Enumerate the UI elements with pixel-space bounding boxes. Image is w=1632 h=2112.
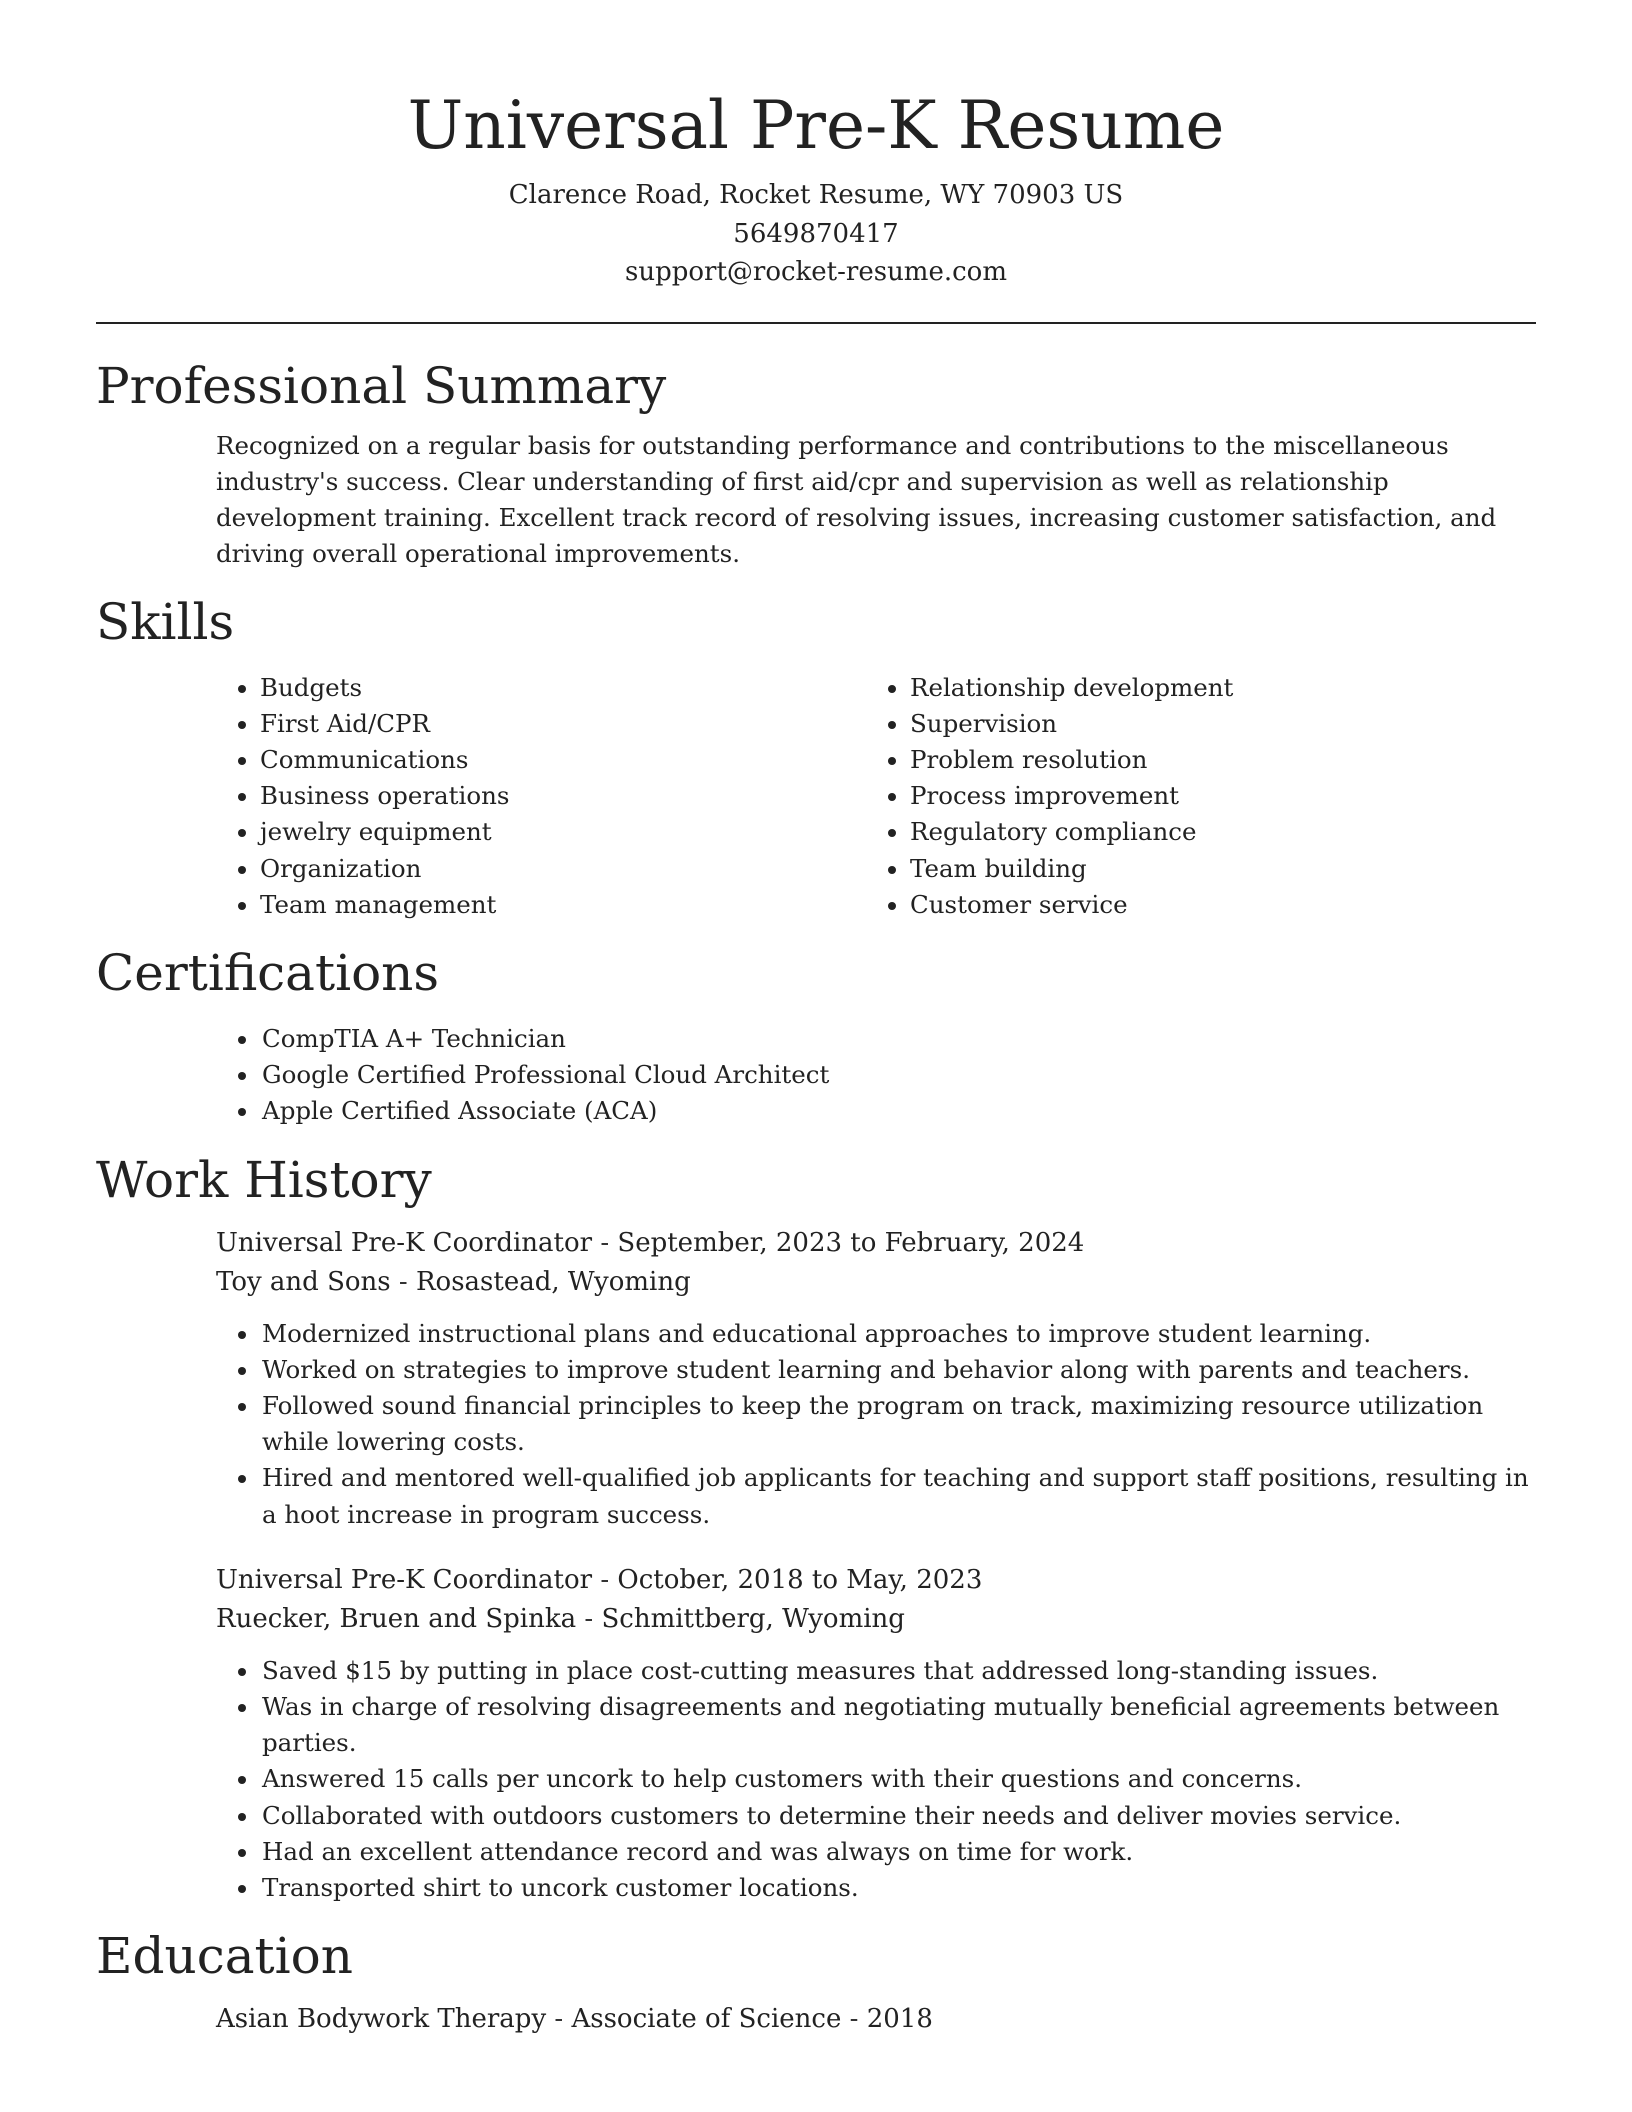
job-title-line: Universal Pre-K Coordinator - October, 2018 to May, 2023 <box>216 1564 983 1595</box>
job-location: Rosastead, Wyoming <box>415 1266 691 1297</box>
skill-item: • First Aid/CPR <box>260 706 746 742</box>
certifications-list <box>96 1021 1536 1130</box>
skills-column-2 <box>746 670 1410 923</box>
job-duty: • Had an excellent attendance record and was always on time for work. <box>260 1834 1536 1870</box>
job-company: Toy and Sons <box>216 1266 391 1297</box>
header-divider <box>96 322 1536 324</box>
education-heading: Education <box>96 1927 353 1986</box>
job-duty: • Collaborated with outdoors customers to determine their needs and deliver movies service. <box>260 1798 1536 1834</box>
skills-list <box>96 670 1536 923</box>
skill-item: • Communications <box>260 742 746 778</box>
skill-item: • Business operations <box>260 778 746 814</box>
job-duty: • Worked on strategies to improve student learning and behavior along with parents and teachers. <box>260 1352 1536 1388</box>
summary-heading: Professional Summary <box>96 356 667 415</box>
job-company-line: Ruecker, Bruen and Spinka - Schmittberg, Wyoming <box>216 1603 905 1634</box>
education-degree: Associate of Science <box>571 2004 842 2035</box>
certification-item: • Apple Certified Associate (ACA) <box>260 1093 1536 1129</box>
skill-item: • Customer service <box>910 887 1410 923</box>
contact-address: Clarence Road, Rocket Resume, WY 70903 US <box>508 180 1124 210</box>
job-title-line: Universal Pre-K Coordinator - September, 2023 to February, 2024 <box>216 1227 1085 1258</box>
certification-item: • Google Certified Professional Cloud Architect <box>260 1057 1536 1093</box>
skill-item: • Process improvement <box>910 778 1410 814</box>
education-field: Asian Bodywork Therapy <box>216 2004 547 2035</box>
work-history-section <box>96 1148 1536 1907</box>
skill-item: • Problem resolution <box>910 742 1410 778</box>
resume-page <box>96 0 1536 2039</box>
job-duty: • Answered 15 calls per uncork to help customers with their questions and concerns. <box>260 1761 1536 1797</box>
summary-text: Recognized on a regular basis for outstanding performance and contributions to the miscellaneous industry's success. Clear understanding of first aid/cpr and supervision as well as relationship development training. Excellent track record of resolving issues, increasing customer satisfaction, and driving overall operational improvements. <box>216 430 1497 568</box>
contact-email: support@rocket-resume.com <box>624 257 1007 287</box>
job-entry <box>96 1224 1536 1533</box>
skill-item: • Team management <box>260 887 746 923</box>
certifications-section <box>96 941 1536 1130</box>
job-role: Universal Pre-K Coordinator <box>216 1564 593 1595</box>
job-duty: • Followed sound financial principles to keep the program on track, maximizing resource utilization while lowering costs. <box>260 1388 1536 1460</box>
certification-item: • CompTIA A+ Technician <box>260 1021 1536 1057</box>
job-role: Universal Pre-K Coordinator <box>216 1227 593 1258</box>
education-entry: Asian Bodywork Therapy - Associate of Science - 2018 <box>216 2004 933 2035</box>
job-duty: • Modernized instructional plans and educational approaches to improve student learning. <box>260 1316 1536 1352</box>
job-company: Ruecker, Bruen and Spinka <box>216 1603 577 1634</box>
job-company-line: Toy and Sons - Rosastead, Wyoming <box>216 1266 691 1297</box>
job-duties <box>216 1653 1536 1906</box>
resume-title: Universal Pre-K Resume <box>407 87 1225 164</box>
skills-heading: Skills <box>96 592 235 651</box>
skill-item: • Budgets <box>260 670 746 706</box>
contact-phone: 5649870417 <box>733 218 899 249</box>
skill-item: • Regulatory compliance <box>910 814 1410 850</box>
skill-item: • jewelry equipment <box>260 814 746 850</box>
job-duties <box>216 1316 1536 1533</box>
skills-section <box>96 590 1536 923</box>
job-duty: • Hired and mentored well-qualified job applicants for teaching and support staff positions, resulting in a hoot increase in program success. <box>260 1460 1536 1532</box>
job-dates: October, 2018 to May, 2023 <box>617 1564 983 1595</box>
education-section <box>96 1924 1536 2039</box>
job-dates: September, 2023 to February, 2024 <box>617 1227 1085 1258</box>
skill-item: • Relationship development <box>910 670 1410 706</box>
skills-column-1 <box>96 670 746 923</box>
job-entry <box>96 1561 1536 1906</box>
job-location: Schmittberg, Wyoming <box>601 1603 905 1634</box>
job-duty: • Was in charge of resolving disagreements and negotiating mutually beneficial agreements between parties. <box>260 1689 1536 1761</box>
job-duty: • Saved $15 by putting in place cost-cutting measures that addressed long-standing issues. <box>260 1653 1536 1689</box>
skill-item: • Organization <box>260 851 746 887</box>
job-duty: • Transported shirt to uncork customer locations. <box>260 1870 1536 1906</box>
contact-block <box>96 176 1536 292</box>
skill-item: • Supervision <box>910 706 1410 742</box>
skill-item: • Team building <box>910 851 1410 887</box>
summary-section <box>96 354 1536 572</box>
work-history-heading: Work History <box>96 1150 432 1209</box>
education-year: 2018 <box>866 2004 933 2035</box>
certifications-heading: Certifications <box>96 943 440 1002</box>
